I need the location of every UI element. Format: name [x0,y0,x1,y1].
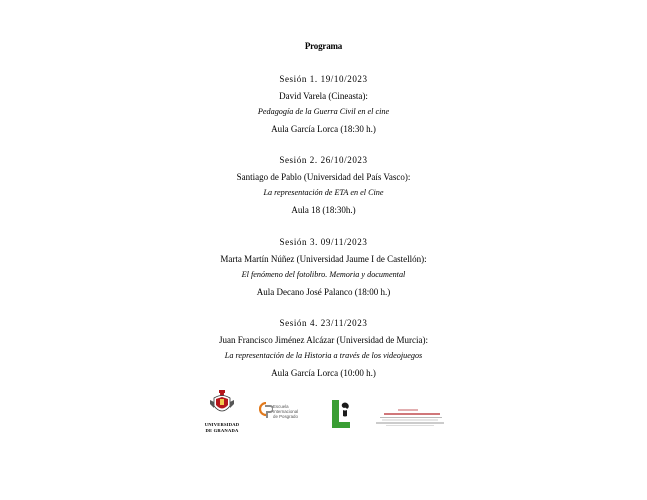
session-venue: Aula Decano José Palanco (18:00 h.) [256,286,391,297]
session-4 [0,315,647,381]
eip-mark-icon [259,402,273,420]
green-l-icon [329,399,353,429]
session-talk: La representación de la Historia a través de los videojuegos [224,351,423,360]
session-2 [0,152,647,218]
ugr-name: UNIVERSIDAD DE GRANADA [204,422,240,433]
session-speaker: Marta Martín Núñez (Universidad Jaume I de Castellón): [220,253,427,264]
session-venue: Aula García Lorca (10:00 h.) [271,367,376,378]
session-3 [0,234,647,300]
session-label: Sesión 3. 09/11/2023 [279,237,368,247]
session-venue: Aula García Lorca (18:30 h.) [271,123,376,134]
ugr-logo [199,390,245,434]
session-speaker: David Varela (Cineasta): [279,90,368,101]
session-talk: El fenómeno del fotolibro. Memoria y documental [241,270,406,279]
research-group-icon [374,408,446,428]
session-speaker: Santiago de Pablo (Universidad del País Vasco): [236,171,411,182]
session-talk: La representación de ETA en el Cine [263,188,384,197]
eip-name: Escuela Internacional de Posgrado [273,404,299,419]
session-1 [0,71,647,137]
sponsor-logos [0,388,647,438]
session-venue: Aula 18 (18:30h.) [291,204,356,215]
page-title: Programa [304,41,343,51]
ugr-crest-icon [208,390,236,416]
research-group-logo [374,408,446,428]
session-label: Sesión 2. 26/10/2023 [279,155,368,165]
session-label: Sesión 1. 19/10/2023 [279,74,368,84]
green-l-logo [329,399,353,429]
session-label: Sesión 4. 23/11/2023 [279,318,368,328]
session-speaker: Juan Francisco Jiménez Alcázar (Universidad de Murcia): [219,334,428,345]
eip-logo [259,402,319,432]
session-talk: Pedagogía de la Guerra Civil en el cine [257,107,390,116]
